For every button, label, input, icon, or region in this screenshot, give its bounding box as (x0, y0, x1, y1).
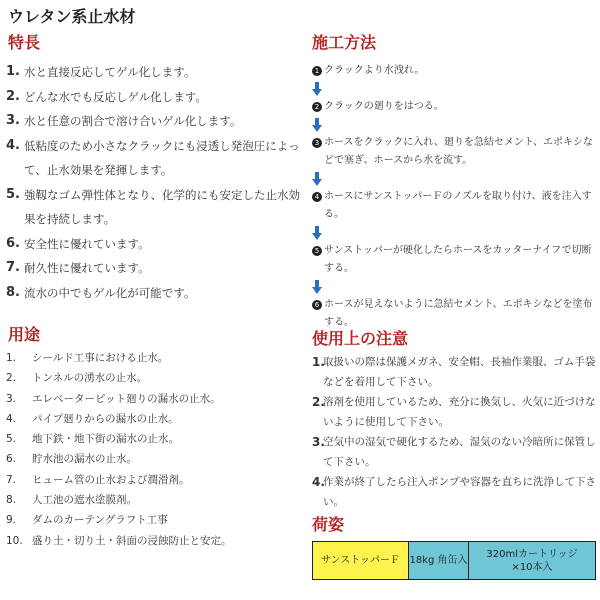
item-text: 強靱なゴム弾性体となり、化学的にも安定した止水効果を持続します。 (24, 187, 300, 226)
package-table (312, 541, 596, 580)
method-step (312, 62, 594, 80)
list-item (6, 531, 302, 551)
step-number-badge: 1 (312, 66, 322, 76)
list-item (6, 490, 302, 510)
list-item (6, 183, 302, 232)
item-text: どんな水でも反応しゲル化します。 (24, 89, 207, 104)
step-number-badge: 2 (312, 102, 322, 112)
item-text: 人工池の遮水塗膜剤。 (32, 494, 137, 507)
list-item (312, 472, 596, 512)
list-item (312, 392, 596, 432)
down-arrow-icon (312, 224, 594, 242)
item-number: 7. (6, 260, 20, 275)
item-number: 4. (6, 412, 17, 425)
features-list (6, 60, 302, 305)
package-heading: 荷姿 (312, 515, 345, 534)
step-number-badge: 4 (312, 192, 322, 202)
method-heading: 施工方法 (312, 33, 377, 52)
item-text: 低粘度のため小さなクラックにも浸透し発泡圧によって、止水効果を発揮します。 (24, 138, 300, 177)
item-number: 8. (6, 494, 17, 507)
item-number: 1. (6, 64, 20, 79)
item-number: 7. (6, 473, 17, 486)
down-arrow-icon (312, 116, 594, 134)
item-text: 地下鉄・地下街の漏水の止水。 (32, 433, 179, 446)
item-text: 水と直接反応してゲル化します。 (24, 65, 196, 79)
step-number-badge: 5 (312, 246, 322, 256)
item-text: トンネルの湧水の止水。 (32, 372, 148, 385)
item-text: ヒューム管の止水および潤滑剤。 (32, 473, 190, 486)
item-text: 作業が終了したら注入ポンプや容器を直ちに洗浄して下さい。 (323, 476, 596, 508)
uses-list (6, 348, 302, 551)
list-item (6, 510, 302, 530)
page-title: ウレタン系止水材 (8, 7, 136, 26)
item-number: 8. (6, 284, 20, 300)
list-item (6, 85, 302, 110)
item-number: 9. (6, 514, 17, 527)
list-item (312, 432, 596, 472)
item-text: シールド工事における止水。 (32, 352, 169, 364)
package-can-cell: 18kg 角缶入 (409, 542, 469, 579)
item-text: パイプ廻りからの漏水の止水。 (32, 412, 179, 425)
item-text: 盛り土・切り土・斜面の浸蝕防止と安定。 (32, 534, 232, 547)
list-item (6, 281, 302, 306)
item-text: 水と任意の割合で溶け合いゲル化します。 (24, 114, 242, 128)
step-number-badge: 3 (312, 138, 322, 148)
item-number: 6. (6, 235, 20, 251)
item-text: ダムのカーテングラフト工事 (32, 514, 168, 527)
step-number-badge: 6 (312, 300, 322, 310)
list-item (6, 348, 302, 368)
step-text: クラックの廻りをはつる。 (324, 101, 444, 112)
method-step (312, 134, 594, 170)
package-cartridge-cell: 320mlカートリッジ ×10本入 (469, 542, 595, 579)
item-number: 2. (6, 88, 20, 104)
item-number: 4. (6, 137, 20, 153)
list-item (6, 109, 302, 134)
item-text: エレベーターピット廻りの漏水の止水。 (32, 392, 221, 405)
item-number: 10. (6, 534, 23, 547)
item-text: 流水の中でもゲル化が可能です。 (24, 285, 196, 300)
item-text: 溶剤を使用しているため、充分に換気し、火気に近づけないように使用して下さい。 (323, 396, 596, 428)
step-text: ホースにサンストッパーＦのノズルを取り付け、液を注入する。 (324, 191, 592, 220)
features-heading: 特長 (8, 33, 41, 52)
method-steps (312, 62, 594, 332)
list-item (6, 409, 302, 429)
down-arrow-icon (312, 80, 594, 98)
list-item (6, 368, 302, 388)
list-item (6, 389, 302, 409)
item-text: 耐久性に優れています。 (24, 261, 150, 275)
list-item (6, 429, 302, 449)
step-text: クラックより水洩れ。 (324, 65, 425, 76)
list-item (6, 232, 302, 257)
step-text: サンストッパーが硬化したらホースをカッターナイフで切断する。 (324, 245, 592, 274)
list-item (6, 256, 302, 281)
method-step (312, 98, 594, 116)
item-number: 1. (312, 355, 325, 369)
item-number: 2. (312, 395, 325, 409)
list-item (6, 449, 302, 469)
item-number: 3. (6, 392, 17, 405)
list-item (6, 134, 302, 183)
package-product-cell: サンストッパーＦ (313, 542, 409, 579)
item-number: 5. (6, 433, 17, 446)
notes-list (312, 352, 596, 512)
uses-heading: 用途 (8, 325, 41, 344)
item-text: 貯水池の漏水の止水。 (32, 453, 137, 466)
item-number: 1. (6, 352, 17, 364)
item-text: 安全性に優れています。 (24, 236, 150, 251)
item-text: 取扱いの際は保護メガネ、安全帽、長袖作業服、ゴム手袋などを着用して下さい。 (323, 356, 596, 388)
step-text: ホースをクラックに入れ、廻りを急結セメント、エポキシなどで塞ぎ、ホースから水を流す。 (324, 137, 593, 166)
item-number: 3. (6, 113, 20, 128)
item-number: 6. (6, 453, 17, 466)
list-item (312, 352, 596, 392)
method-step (312, 242, 594, 278)
notes-heading: 使用上の注意 (312, 329, 409, 348)
list-item (6, 60, 302, 85)
step-text: ホースが見えないように急結セメント、エポキシなどを塗布する。 (324, 299, 593, 328)
item-text: 空気中の湿気で硬化するため、湿気のない冷暗所に保管して下さい。 (323, 436, 596, 468)
item-number: 4. (312, 475, 325, 489)
item-number: 2. (6, 372, 17, 385)
method-step (312, 188, 594, 224)
item-number: 5. (6, 186, 20, 202)
down-arrow-icon (312, 170, 594, 188)
list-item (6, 470, 302, 490)
down-arrow-icon (312, 278, 594, 296)
item-number: 3. (312, 435, 325, 449)
